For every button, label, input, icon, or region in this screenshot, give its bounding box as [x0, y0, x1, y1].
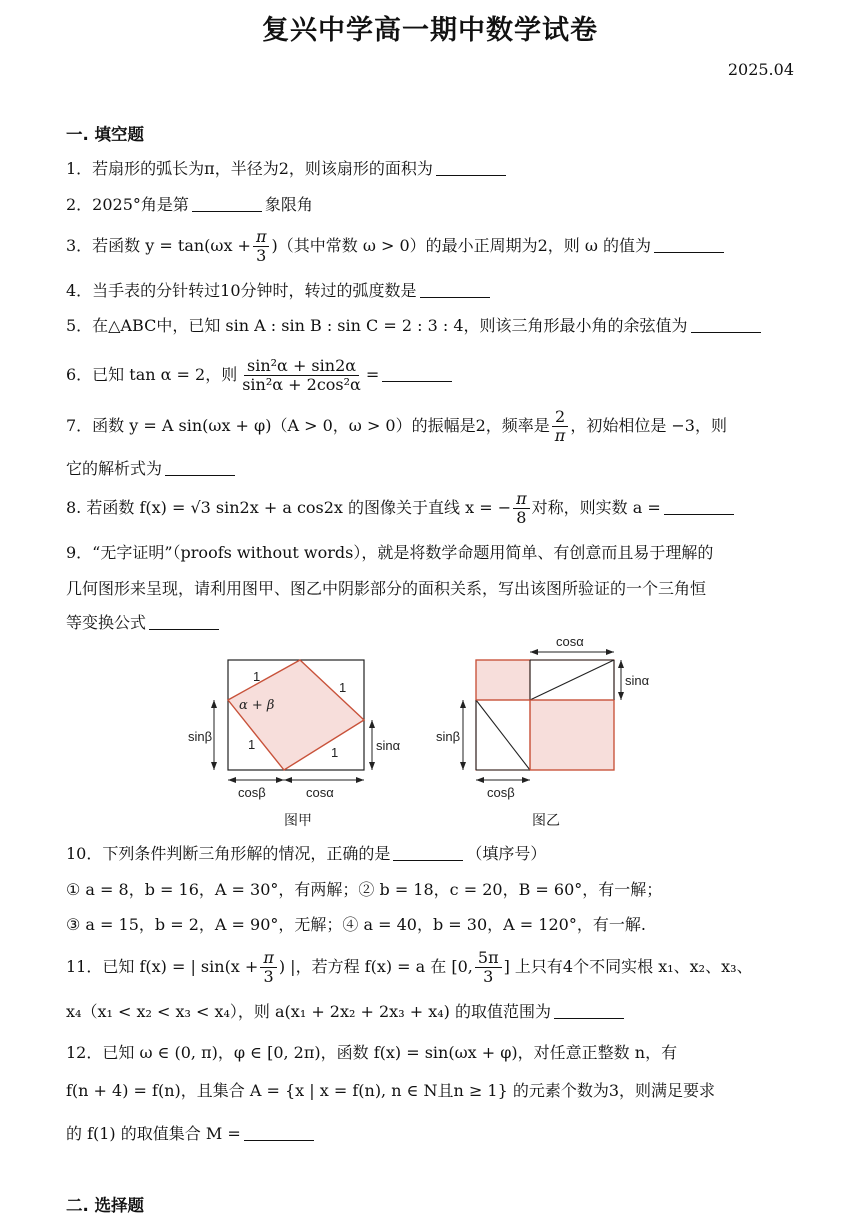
question-7-text-c: 它的解析式为 — [66, 459, 163, 478]
side-label-1: 1 — [331, 745, 339, 760]
answer-blank — [393, 844, 463, 861]
question-12-line-3 — [66, 1123, 317, 1145]
exam-title: 复兴中学高一期中数学试卷 — [262, 15, 598, 46]
question-6-text-a: 6．已知 tan α = 2，则 — [66, 365, 238, 384]
fraction: $\frac{\pi}{3}$ — [260, 949, 277, 985]
arrow-head — [284, 777, 292, 783]
fraction: $\frac{5\pi}{3}$ — [475, 949, 502, 985]
question-3-text-a: 3．若函数 y = tan(ωx + — [66, 236, 251, 255]
question-11-text-b: ) |，若方程 f(x) = a 在 [0, — [278, 957, 473, 976]
fraction: $\frac{\pi}{8}$ — [513, 490, 530, 526]
arrow-head — [618, 660, 624, 668]
arrow-head — [522, 777, 530, 783]
answer-blank — [244, 1124, 314, 1141]
arrow-head — [276, 777, 284, 783]
question-12-text-c: 的 f(1) 的取值集合 M = — [66, 1124, 241, 1143]
cos-beta-label: cosβ — [238, 785, 266, 800]
arrow-head — [369, 720, 375, 728]
exam-date: 2025.04 — [727, 60, 794, 79]
diagonal-line — [530, 660, 614, 700]
arrow-head — [606, 649, 614, 655]
sin-alpha-label: sinα — [376, 738, 401, 753]
question-9-line-2: 几何图形来呈现，请利用图甲、图乙中阴影部分的面积关系，写出该图所验证的一个三角恒 — [66, 579, 707, 598]
question-4-text: 4．当手表的分针转过10分钟时，转过的弧度数是 — [66, 281, 417, 300]
fraction: $\frac{\text{sin²α + sin2α}}{\text{sin²α + 2cos²α}}$ — [242, 356, 361, 394]
question-10-options-2: ③ a = 15，b = 2，A = 90°，无解；④ a = 40，b = 30，A = 120°，有一解. — [66, 915, 646, 934]
fraction: $\frac{2}{\pi}$ — [552, 408, 569, 444]
question-11-text-d: x₄（x₁ < x₂ < x₃ < x₄），则 a(x₁ + 2x₂ + 2x₃ + x₄) 的取值范围为 — [66, 1002, 551, 1021]
question-1-text: 1．若扇形的弧长为π，半径为2，则该扇形的面积为 — [66, 159, 433, 178]
side-label-1: 1 — [248, 737, 256, 752]
cos-beta-label: cosβ — [487, 785, 515, 800]
arrow-head — [460, 700, 466, 708]
question-9-text-c: 等变换公式 — [66, 613, 147, 632]
question-12-line-2: f(n + 4) = f(n)，且集合 A = {x | x = f(n), n ∈ N且n ≥ 1} 的元素个数为3，则满足要求 — [66, 1081, 716, 1100]
answer-blank — [554, 1002, 624, 1019]
question-11-line-2 — [66, 1001, 627, 1023]
cos-alpha-label: cosα — [306, 785, 334, 800]
question-10 — [66, 843, 546, 865]
question-10-text-b: （填序号） — [466, 844, 547, 863]
cos-alpha-label: cosα — [556, 634, 584, 649]
shaded-rectangle — [530, 700, 614, 770]
question-5-text: 5．在△ABC中，已知 sin A : sin B : sin C = 2 : 3 : 4，则该三角形最小角的余弦值为 — [66, 316, 688, 335]
side-label-1: 1 — [253, 669, 261, 684]
side-label-1: 1 — [339, 680, 347, 695]
arrow-head — [211, 700, 217, 708]
question-6-text-b: = — [365, 365, 380, 384]
arrow-head — [476, 777, 484, 783]
diagonal-line — [476, 700, 530, 770]
figure-jia-caption: 图甲 — [284, 813, 312, 829]
section-multiple-choice: 二. 选择题 — [66, 1196, 145, 1215]
shaded-parallelogram — [228, 660, 364, 770]
question-8-text-b: 对称，则实数 a = — [531, 498, 661, 517]
arrow-head — [530, 649, 538, 655]
arrow-head — [228, 777, 236, 783]
question-2-text-a: 2．2025°角是第 — [66, 195, 189, 214]
angle-label: α + β — [239, 698, 275, 713]
question-3-text-b: )（其中常数 ω > 0）的最小正周期为2，则 ω 的值为 — [271, 236, 652, 255]
fraction: $\frac{\pi}{3}$ — [253, 228, 270, 264]
shaded-rectangle — [476, 660, 530, 700]
figure-yi — [436, 634, 650, 800]
figure-yi-caption: 图乙 — [532, 813, 560, 829]
question-10-text-a: 10．下列条件判断三角形解的情况，正确的是 — [66, 844, 391, 863]
question-12-line-1: 12．已知 ω ∈ (0, π)，φ ∈ [0, 2π)，函数 f(x) = sin(ωx + φ)，对任意正整数 n，有 — [66, 1043, 678, 1062]
figure-jia — [188, 660, 401, 800]
section-fill-in: 一. 填空题 — [66, 125, 145, 144]
question-7-text-a: 7．函数 y = A sin(ωx + φ)（A > 0，ω > 0）的振幅是2，频率是 — [66, 416, 550, 435]
question-9-line-1: 9．“无字证明”（proofs without words），就是将数学命题用简单、有创意而且易于理解的 — [66, 543, 714, 562]
question-11-text-a: 11．已知 f(x) = | sin(x + — [66, 957, 259, 976]
question-8-text-a: 8. 若函数 f(x) = √3 sin2x + a cos2x 的图像关于直线 x = − — [66, 498, 512, 517]
sin-beta-label: sinβ — [188, 729, 213, 744]
question-7-text-b: ，初始相位是 −3，则 — [570, 416, 727, 435]
sin-beta-label: sinβ — [436, 729, 461, 744]
question-11 — [66, 946, 753, 988]
question-10-options-1: ① a = 8，b = 16，A = 30°，有两解；② b = 18，c = 20，B = 60°，有一解； — [66, 880, 663, 899]
arrow-head — [460, 762, 466, 770]
sin-alpha-label: sinα — [625, 673, 650, 688]
arrow-head — [356, 777, 364, 783]
arrow-head — [618, 692, 624, 700]
arrow-head — [211, 762, 217, 770]
question-11-text-c: ] 上只有4个不同实根 x₁、x₂、x₃、 — [503, 957, 753, 976]
question-2-text-b: 象限角 — [264, 195, 313, 214]
arrow-head — [369, 762, 375, 770]
